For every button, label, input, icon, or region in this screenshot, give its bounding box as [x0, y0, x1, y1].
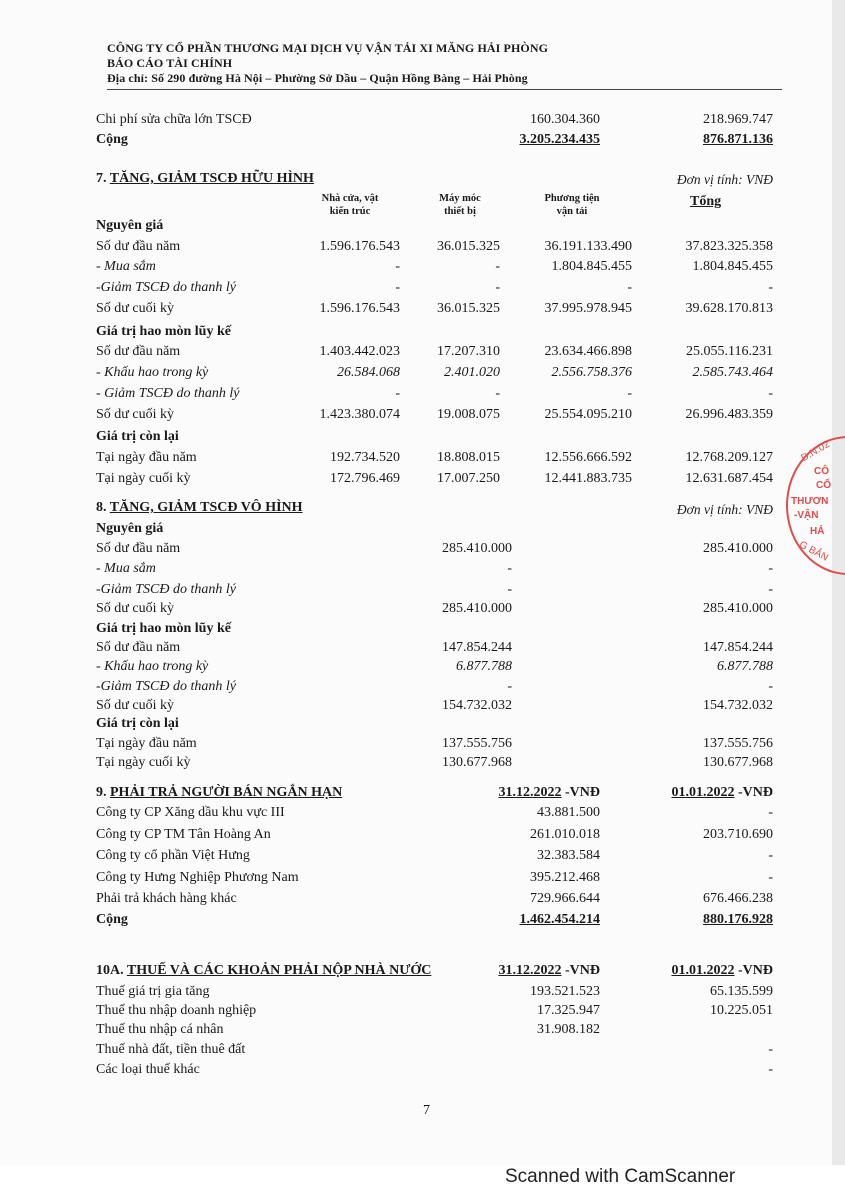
col-header-total: Tổng: [690, 194, 722, 209]
table-row: [0, 601, 832, 621]
table-row: [0, 848, 832, 868]
cell-total: 285.410.000: [703, 601, 773, 616]
cell-current: 43.881.500: [537, 805, 600, 820]
cell-total: 130.677.968: [703, 755, 773, 770]
table-row: [0, 679, 832, 699]
cell-c1: 172.796.469: [330, 471, 400, 486]
cell-c4: 12.768.209.127: [685, 450, 773, 465]
cell-c3: 23.634.466.898: [544, 344, 632, 359]
cell-c4: 39.628.170.813: [685, 301, 773, 316]
row-label: Thuế thu nhập doanh nghiệp: [96, 1003, 257, 1018]
cell-c1: -: [395, 259, 400, 274]
row-label: Số dư cuối kỳ: [96, 407, 174, 422]
section-7-heading: TĂNG, GIẢM TSCĐ HỮU HÌNH: [109, 171, 314, 186]
header-rule: [107, 89, 782, 90]
cell-c4: -: [768, 386, 773, 401]
row-label: Công ty Hưng Nghiệp Phương Nam: [96, 870, 299, 885]
col-unit: -VNĐ: [561, 963, 600, 978]
cell-total: -: [768, 679, 773, 694]
section-9-number: 9.: [96, 785, 110, 800]
row-label: - Mua sắm: [96, 259, 156, 274]
cell-c3: 12.556.666.592: [544, 450, 632, 465]
table-row: [0, 407, 832, 427]
col-unit: -VNĐ: [561, 785, 600, 800]
table-row: [0, 365, 832, 385]
camscanner-watermark: Scanned with CamScanner: [505, 1166, 736, 1187]
section-7-title: [96, 171, 314, 187]
cell-total: -: [768, 582, 773, 597]
row-label: Giá trị hao mòn lũy kế: [96, 621, 231, 636]
company-name: CÔNG TY CỔ PHẦN THƯƠNG MẠI DỊCH VỤ VẬN TẢI XI MĂNG HẢI PHÒNG: [107, 41, 549, 55]
cell-c3: -: [627, 386, 632, 401]
cell-c1: -: [395, 280, 400, 295]
row-label: Số dư đầu năm: [96, 640, 181, 655]
cell-current: 261.010.018: [530, 827, 600, 842]
section-10a-heading: THUẾ VÀ CÁC KHOẢN PHẢI NỘP NHÀ NƯỚC: [126, 963, 432, 978]
row-label: Số dư đầu năm: [96, 239, 181, 254]
cell-total: 285.410.000: [703, 541, 773, 556]
seal-text: -VẬN: [794, 510, 819, 521]
cell-total: 154.732.032: [703, 698, 773, 713]
section-10a-number: 10A.: [96, 963, 127, 978]
cell-c2: -: [495, 386, 500, 401]
table-row: [0, 805, 832, 825]
cell-c4: 12.631.687.454: [685, 471, 773, 486]
table-row: [0, 301, 832, 321]
table-row: [0, 280, 832, 300]
cell-current: 193.521.523: [530, 984, 600, 999]
cell-c4: 1.804.845.455: [692, 259, 773, 274]
cell-c3: 25.554.095.210: [544, 407, 632, 422]
section-7-number: 7.: [96, 171, 110, 186]
cell-current: 6.877.788: [456, 659, 512, 674]
value-prior: 218.969.747: [703, 112, 773, 127]
row-label: -Giảm TSCĐ do thanh lý: [96, 280, 236, 295]
table-row: [0, 539, 832, 564]
section-8-heading: TĂNG, GIẢM TSCĐ VÔ HÌNH: [109, 500, 303, 515]
cell-current: 31.908.182: [537, 1022, 600, 1037]
cell-current: 17.325.947: [537, 1003, 600, 1018]
cell-c2: 17.207.310: [437, 344, 500, 359]
table-row: [0, 870, 832, 890]
cell-total: 6.877.788: [717, 659, 773, 674]
total-row: [0, 912, 832, 932]
table-row: [0, 640, 832, 660]
cell-current: -: [507, 679, 512, 694]
row-label: -Giảm TSCĐ do thanh lý: [96, 679, 236, 694]
group-heading-row: [0, 429, 832, 449]
row-label: Số dư đầu năm: [96, 541, 181, 556]
cell-c2: -: [495, 280, 500, 295]
cell-total: 147.854.244: [703, 640, 773, 655]
cell-prior: 676.466.238: [703, 891, 773, 906]
col-header-vehicles: [520, 192, 624, 218]
cell-c3: 37.995.978.945: [544, 301, 632, 316]
table-row: [0, 659, 832, 679]
cell-c4: 26.996.483.359: [685, 407, 773, 422]
cell-c1: 192.734.520: [330, 450, 400, 465]
top-row-total: [0, 132, 832, 152]
col-header-line: vận tải: [556, 206, 588, 217]
col-header-line: kiến trúc: [329, 206, 371, 217]
col-header-line: Nhà cửa, vật: [321, 193, 379, 204]
table-row: [0, 736, 832, 756]
cell-c3: 2.556.758.376: [551, 365, 632, 380]
col-date: 31.12.2022: [498, 785, 562, 800]
cell-prior: 65.135.599: [710, 984, 773, 999]
cell-total: -: [768, 561, 773, 576]
table-row: [0, 471, 832, 491]
cell-c1: -: [395, 386, 400, 401]
section-10a-col2-header: [672, 963, 774, 979]
table-row: [0, 1042, 832, 1062]
cell-c4: 25.055.116.231: [686, 344, 773, 359]
cell-c1: 1.596.176.543: [319, 301, 400, 316]
seal-text: CÔ: [814, 466, 829, 477]
value-prior: 876.871.136: [703, 132, 773, 147]
seal-text: THƯƠN: [791, 496, 829, 507]
row-label: Nguyên giá: [96, 218, 164, 233]
group-heading-row: [0, 218, 832, 238]
table-row: [0, 239, 832, 259]
cell-current: 1.462.454.214: [519, 912, 600, 927]
cell-current: 729.966.644: [530, 891, 600, 906]
row-label: Cộng: [96, 912, 128, 927]
row-label: Tại ngày đầu năm: [96, 736, 197, 751]
row-label: Giá trị còn lại: [96, 716, 179, 731]
cell-c2: 36.015.325: [437, 301, 500, 316]
group-heading-row: [0, 716, 832, 736]
row-label: Các loại thuế khác: [96, 1062, 200, 1077]
row-label: - Khấu hao trong kỳ: [96, 365, 209, 380]
section-7-unit: Đơn vị tính: VNĐ: [676, 172, 773, 187]
table-row: [0, 698, 832, 718]
cell-prior: -: [768, 1062, 773, 1077]
cell-current: 285.410.000: [442, 541, 512, 556]
row-label: - Mua sắm: [96, 561, 156, 576]
cell-prior: -: [768, 1042, 773, 1057]
value-current: 3.205.234.435: [519, 132, 600, 147]
section-10a-title: [96, 963, 431, 979]
cell-c3: -: [627, 280, 632, 295]
row-label: Tại ngày cuối kỳ: [96, 471, 191, 486]
cell-current: 130.677.968: [442, 755, 512, 770]
table-row: [0, 891, 832, 911]
group-heading-row: [0, 324, 832, 344]
cell-current: 137.555.756: [442, 736, 512, 751]
table-row: [0, 984, 832, 1004]
cell-c2: 17.007.250: [437, 471, 500, 486]
cell-prior: -: [768, 870, 773, 885]
cell-current: -: [507, 582, 512, 597]
cell-prior: 10.225.051: [710, 1003, 773, 1018]
col-header-line: Máy móc: [439, 193, 481, 204]
table-row: [0, 450, 832, 470]
row-label: Chi phí sửa chữa lớn TSCĐ: [96, 112, 252, 127]
cell-current: 154.732.032: [442, 698, 512, 713]
row-label: Tại ngày cuối kỳ: [96, 755, 191, 770]
cell-c2: 18.808.015: [437, 450, 500, 465]
section-8-title: [96, 500, 303, 516]
section-10a-col1-header: [499, 963, 601, 979]
cell-prior: 880.176.928: [703, 912, 773, 927]
col-date: 01.01.2022: [671, 963, 735, 978]
cell-c3: 12.441.883.735: [544, 471, 632, 486]
cell-c2: 36.015.325: [437, 239, 500, 254]
cell-c4: -: [768, 280, 773, 295]
row-label: Thuế giá trị gia tăng: [96, 984, 210, 999]
row-label: Thuế thu nhập cá nhân: [96, 1022, 224, 1037]
top-row-repair: [0, 112, 832, 132]
row-label: Giá trị còn lại: [96, 429, 179, 444]
row-label: Tại ngày đầu năm: [96, 450, 197, 465]
cell-c3: 36.191.133.490: [544, 239, 632, 254]
row-label: - Khấu hao trong kỳ: [96, 659, 209, 674]
seal-text: HẢ: [810, 526, 825, 537]
company-address: Địa chỉ: Số 290 đường Hà Nội – Phường Sở Dầu – Quận Hồng Bàng – Hải Phòng: [107, 71, 528, 85]
group-heading-row: [0, 621, 832, 641]
table-row: [0, 582, 832, 602]
row-label: - Giảm TSCĐ do thanh lý: [96, 386, 240, 401]
report-title: BÁO CÁO TÀI CHÍNH: [107, 56, 233, 70]
table-row: [0, 386, 832, 406]
col-unit: -VNĐ: [734, 963, 773, 978]
seal-text: G BẢN: [797, 539, 830, 564]
table-row: [0, 259, 832, 279]
row-label: Cộng: [96, 132, 128, 147]
row-label: Công ty cổ phần Việt Hưng: [96, 848, 250, 863]
seal-text: D.N:02: [799, 438, 832, 465]
col-unit: -VNĐ: [734, 785, 773, 800]
row-label: -Giảm TSCĐ do thanh lý: [96, 582, 236, 597]
row-label: Thuế nhà đất, tiền thuê đất: [96, 1042, 246, 1057]
section-9-col2-header: [672, 785, 774, 801]
row-label: Công ty CP TM Tân Hoàng An: [96, 827, 271, 842]
section-8-number: 8.: [96, 500, 110, 515]
table-row: [0, 561, 832, 581]
col-date: 01.01.2022: [671, 785, 735, 800]
row-label: Số dư đầu năm: [96, 344, 181, 359]
col-date: 31.12.2022: [498, 963, 562, 978]
cell-c2: 19.008.075: [437, 407, 500, 422]
cell-current: 285.410.000: [442, 601, 512, 616]
row-label: Giá trị hao mòn lũy kế: [96, 324, 231, 339]
value-current: 160.304.360: [530, 112, 600, 127]
cell-prior: 203.710.690: [703, 827, 773, 842]
cell-current: 395.212.468: [530, 870, 600, 885]
cell-c2: 2.401.020: [444, 365, 500, 380]
cell-c1: 26.584.068: [337, 365, 400, 380]
section-9-title: [96, 785, 342, 801]
row-label: Số dư cuối kỳ: [96, 301, 174, 316]
table-row: [0, 344, 832, 364]
seal-text: CỔ: [816, 480, 831, 491]
section-9-heading: PHẢI TRẢ NGƯỜI BÁN NGẮN HẠN: [110, 785, 343, 800]
row-label: Số dư cuối kỳ: [96, 698, 174, 713]
section-9-col1-header: [499, 785, 601, 801]
cell-current: 147.854.244: [442, 640, 512, 655]
cell-current: 32.383.584: [537, 848, 600, 863]
col-header-line: Phương tiện: [544, 193, 600, 204]
cell-c4: 2.585.743.464: [692, 365, 773, 380]
table-row: [0, 1003, 832, 1023]
row-label: Công ty CP Xăng dầu khu vực III: [96, 805, 285, 820]
cell-current: -: [507, 561, 512, 576]
cell-prior: -: [768, 805, 773, 820]
cell-c3: 1.804.845.455: [551, 259, 632, 274]
row-label: Số dư cuối kỳ: [96, 601, 174, 616]
group-heading-row: [0, 521, 832, 541]
row-label: Nguyên giá: [96, 521, 164, 536]
col-header-machinery: [420, 192, 500, 218]
cell-c2: -: [495, 259, 500, 274]
cell-c1: 1.596.176.543: [319, 239, 400, 254]
cell-c4: 37.823.325.358: [685, 239, 773, 254]
col-header-buildings: [300, 192, 400, 218]
cell-total: 137.555.756: [703, 736, 773, 751]
cell-c1: 1.403.442.023: [319, 344, 400, 359]
cell-c1: 1.423.380.074: [319, 407, 400, 422]
table-row: [0, 1022, 832, 1042]
page-number: 7: [423, 1103, 430, 1118]
row-label: Phải trả khách hàng khác: [96, 891, 237, 906]
table-row: [0, 827, 832, 847]
col-header-line: thiết bị: [444, 206, 476, 217]
table-row: [0, 1062, 832, 1082]
table-row: [0, 755, 832, 775]
cell-prior: -: [768, 848, 773, 863]
section-8-unit: Đơn vị tính: VNĐ: [676, 502, 773, 517]
